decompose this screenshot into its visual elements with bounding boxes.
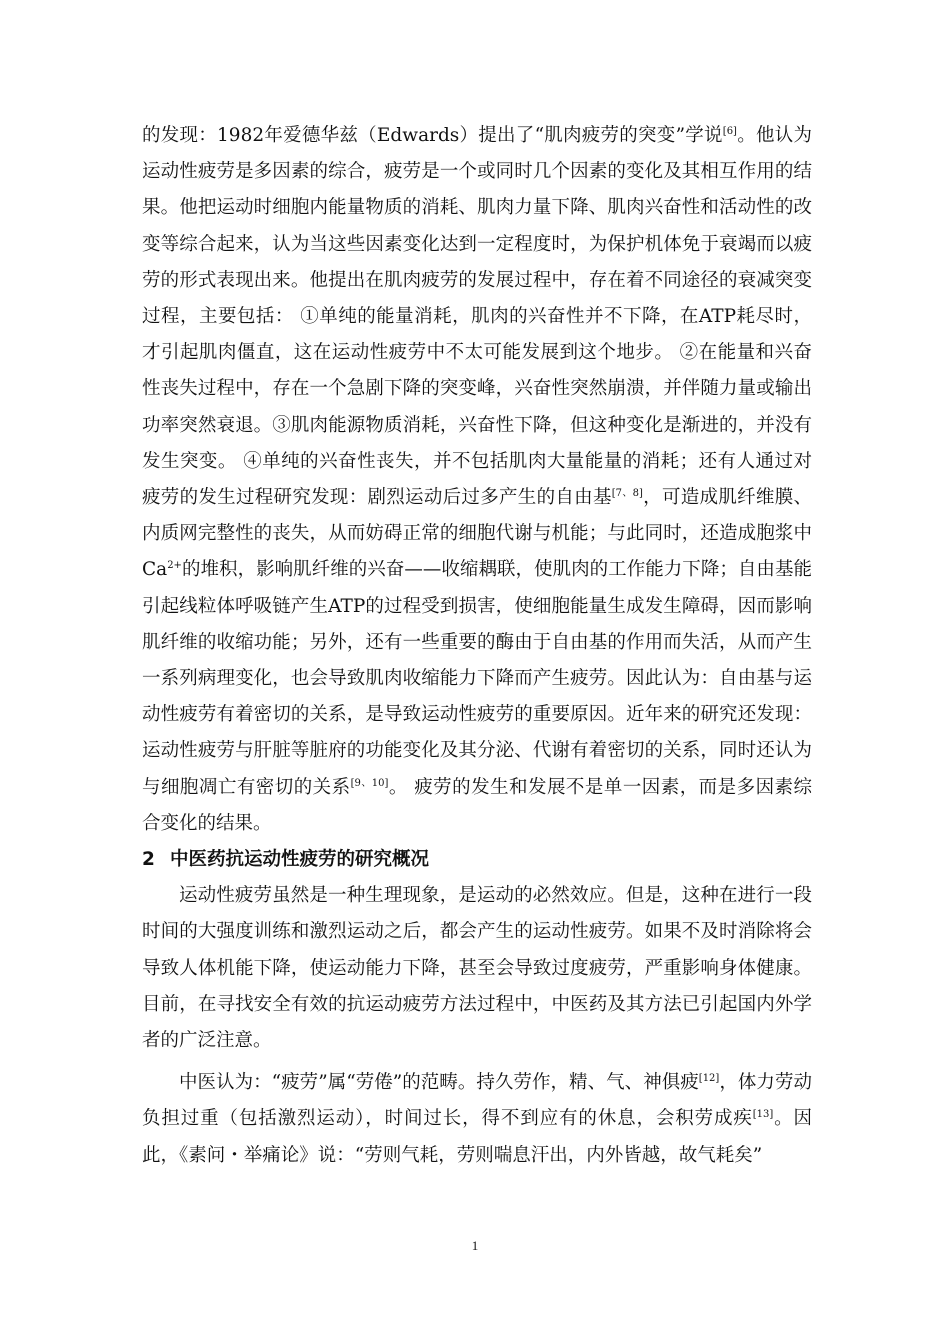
paragraph-tcm-intro: 运动性疲劳虽然是一种生理现象，是运动的必然效应。但是，这种在进行一段时间的大强度训练和激烈运动之后，都会产生的运动性疲劳。如果不及时消除将会导致人体机能下降，使运动能力下降，甚至会导致过度疲劳，严重影响身体健康。目前，在寻找安全有效的抗运动疲劳方法过程中，中医药及其方法已引起国内外学者的广泛注意。 (142, 885, 812, 1052)
citation-ref: [13] (752, 1109, 774, 1121)
text-run: 。因此，《素问・举痛论》说：“劳则气耗，劳则喘息汗出，内外皆越，故气耗矣” (142, 1108, 812, 1166)
section-number: 2 (142, 849, 155, 871)
text-run: 的发现：1982年爱德华兹（Edwards）提出了“肌肉疲劳的突变”学说 (142, 125, 723, 146)
citation-ref: [12] (698, 1073, 720, 1085)
text-run: 。他认为运动性疲劳是多因素的综合，疲劳是一个或同时几个因素的变化及其相互作用的结果。他把运动时细胞内能量物质的消耗、肌肉力量下降、肌肉兴奋性和活动性的改变等综合起来，认为当这些因素变化达到一定程度时，为保护机体免于衰竭而以疲劳的形式表现出来。他提出在肌肉疲劳的发展过程中，存在着不同途径的衰减突变过程，主要包括： ①单纯的能量消耗，肌肉的兴奋性并不下降，在ATP耗尽时，才引起肌肉僵直，这在运动性疲劳中不太可能发展到这个地步。 ②在能量和兴奋性丧失过程中，存在一个急剧下降的突变峰，兴奋性突然崩溃，并伴随力量或输出功率突然衰退。③肌肉能源物质消耗，兴奋性下降，但这种变化是渐进的，并没有发生突变。 ④单纯的兴奋性丧失，并不包括肌肉大量能量的消耗；还有人通过对疲劳的发生过程研究发现：剧烈运动后过多产生的自由基 (142, 125, 812, 509)
citation-ref: [9、10] (350, 777, 389, 789)
text-run: ，可造成肌纤维膜、内质网完整性的丧失，从而妨碍正常的细胞代谢与机能；与此同时，还造成胞浆中Ca (142, 487, 812, 581)
text-run: 中医认为：“疲劳”属“劳倦”的范畴。持久劳作，精、气、神俱疲 (179, 1072, 699, 1094)
page-number: 1 (471, 1238, 479, 1253)
citation-ref: [7、8] (611, 487, 643, 499)
text-run: 。 疲劳的发生和发展不是单一因素，而是多因素综合变化的结果。 (142, 776, 812, 834)
document-body (142, 118, 812, 1174)
text-run: ，体力劳动负担过重（包括激烈运动），时间过长，得不到应有的休息，会积劳成疾 (142, 1072, 812, 1130)
citation-ref: [6] (722, 125, 737, 137)
paragraph-tcm-theory (142, 1065, 812, 1174)
paragraph-fatigue-theories (142, 118, 812, 842)
section-heading (142, 842, 812, 878)
text-run: 的堆积，影响肌纤维的兴奋——收缩耦联，使肌肉的工作能力下降；自由基能引起线粒体呼吸链产生ATP的过程受到损害，使细胞能量生成发生障碍，因而影响肌纤维的收缩功能；另外，还有一些重要的酶由于自由基的作用而失活，从而产生一系列病理变化，也会导致肌肉收缩能力下降而产生疲劳。因此认为：自由基与运动性疲劳有着密切的关系，是导致运动性疲劳的重要原因。近年来的研究还发现：运动性疲劳与肝脏等脏府的功能变化及其分泌、代谢有着密切的关系，同时还认为与细胞凋亡有密切的关系 (142, 559, 812, 798)
section-title: 中医药抗运动性疲劳的研究概况 (170, 849, 430, 871)
calcium-ion-superscript: 2+ (167, 560, 182, 572)
